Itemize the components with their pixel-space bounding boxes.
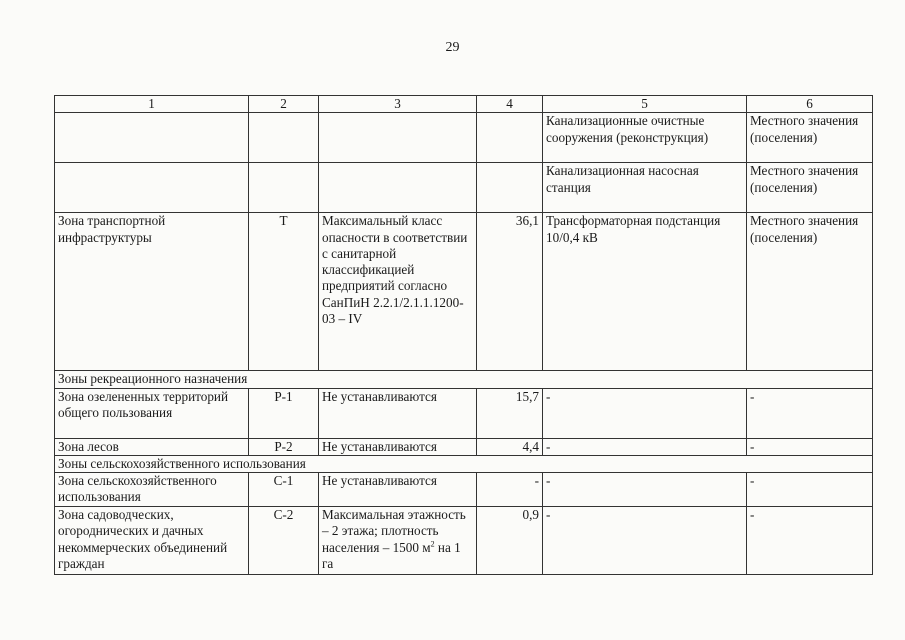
table-row (55, 438, 873, 455)
zone-restriction-cell (319, 163, 477, 213)
header-cell: 1 (55, 96, 249, 113)
zone-code-cell: Р-2 (249, 438, 319, 455)
section-title: Зоны рекреационного назначения (55, 371, 873, 388)
zone-area-cell: 15,7 (477, 388, 543, 438)
restriction-text-tail: на 1 га (322, 539, 461, 572)
object-cell: - (543, 473, 747, 507)
zone-name-cell: Зона лесов (55, 438, 249, 455)
object-cell: Трансформаторная подстанция 10/0,4 кВ (543, 213, 747, 371)
table-header-row (55, 96, 873, 113)
significance-cell: Местного значения (поселения) (747, 163, 873, 213)
object-cell: - (543, 507, 747, 575)
table-row (55, 113, 873, 163)
zone-name-cell: Зона транспортной инфраструктуры (55, 213, 249, 371)
table-row (55, 213, 873, 371)
zone-area-cell: - (477, 473, 543, 507)
object-cell: Канализационная насосная станция (543, 163, 747, 213)
significance-cell: - (747, 438, 873, 455)
zone-code-cell (249, 163, 319, 213)
section-row (55, 371, 873, 388)
zone-name-cell (55, 113, 249, 163)
object-cell: - (543, 438, 747, 455)
restriction-text: Максимальная этажность – 2 этажа; плотность населения – 1500 м (322, 507, 466, 555)
object-cell: Канализационные очистные сооружения (реконструкция) (543, 113, 747, 163)
table-row (55, 163, 873, 213)
header-cell: 6 (747, 96, 873, 113)
significance-cell: Местного значения (поселения) (747, 213, 873, 371)
header-cell: 4 (477, 96, 543, 113)
object-cell: - (543, 388, 747, 438)
zone-name-cell: Зона озелененных территорий общего пользования (55, 388, 249, 438)
zone-area-cell (477, 113, 543, 163)
zone-code-cell: Р-1 (249, 388, 319, 438)
page-number: 29 (445, 40, 460, 55)
significance-cell: Местного значения (поселения) (747, 113, 873, 163)
table-row (55, 388, 873, 438)
section-title: Зоны сельскохозяйственного использования (55, 455, 873, 472)
zone-code-cell: С-1 (249, 473, 319, 507)
zone-area-cell: 0,9 (477, 507, 543, 575)
zone-restriction-cell (319, 507, 477, 575)
table-row (55, 507, 873, 575)
zone-restriction-cell: Не устанавливаются (319, 473, 477, 507)
header-cell: 5 (543, 96, 747, 113)
zone-name-cell (55, 163, 249, 213)
zone-name-cell: Зона сельскохозяйственного использования (55, 473, 249, 507)
significance-cell: - (747, 473, 873, 507)
zones-table (54, 95, 873, 575)
zone-restriction-cell: Максимальный класс опасности в соответствии с санитарной классификацией предприятий согласно СанПиН 2.2.1/2.1.1.1200-03 – IV (319, 213, 477, 371)
significance-cell: - (747, 507, 873, 575)
significance-cell: - (747, 388, 873, 438)
zone-area-cell: 4,4 (477, 438, 543, 455)
zone-name-cell: Зона садоводческих, огороднических и дачных некоммерческих объединений граждан (55, 507, 249, 575)
table-row (55, 473, 873, 507)
superscript: 2 (430, 539, 435, 549)
zone-area-cell (477, 163, 543, 213)
zone-restriction-cell (319, 113, 477, 163)
zone-restriction-cell: Не устанавливаются (319, 438, 477, 455)
zone-restriction-cell: Не устанавливаются (319, 388, 477, 438)
zone-code-cell: Т (249, 213, 319, 371)
header-cell: 3 (319, 96, 477, 113)
zone-code-cell: С-2 (249, 507, 319, 575)
section-row (55, 455, 873, 472)
zone-area-cell: 36,1 (477, 213, 543, 371)
header-cell: 2 (249, 96, 319, 113)
zone-code-cell (249, 113, 319, 163)
